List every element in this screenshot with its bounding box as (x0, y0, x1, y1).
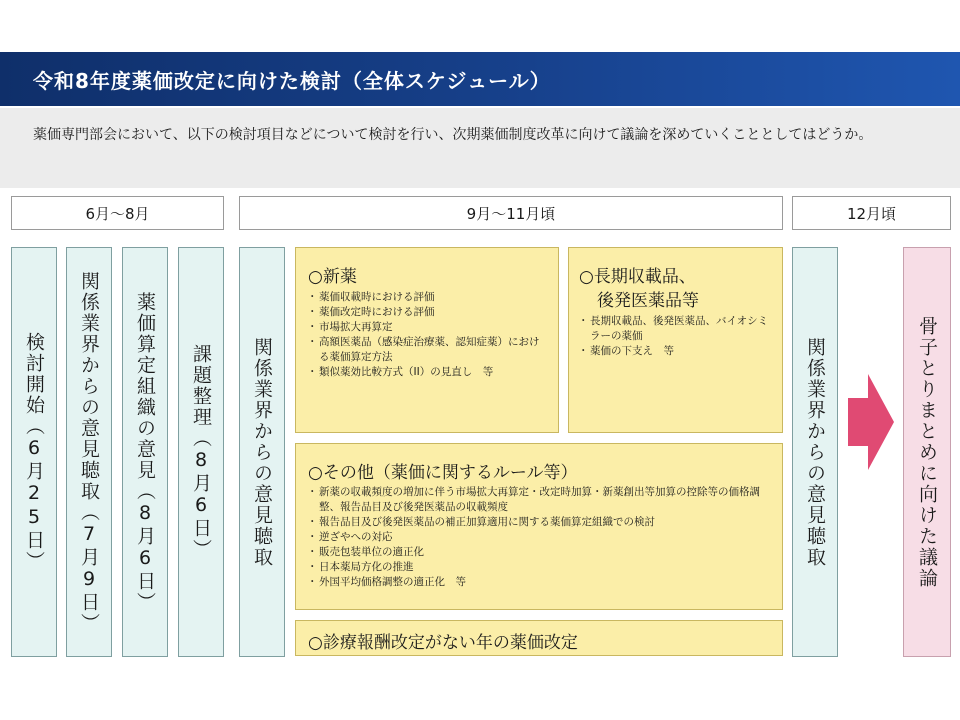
step-issue-summary (178, 247, 224, 657)
topic-others (295, 443, 783, 610)
step-kickoff-label: 検討開始（6月25日） (23, 332, 45, 572)
period-sep-nov: 9月～11月頃 (239, 196, 783, 230)
list-item: ・ 販売包装単位の適正化 (308, 545, 770, 560)
topic-off-year-revision (295, 620, 783, 656)
step-framework-discussion (903, 247, 951, 657)
topic-new-drugs (295, 247, 559, 433)
others-list (308, 485, 770, 590)
new-drugs-list (308, 290, 546, 380)
list-item: ・ 報告品目及び後発医薬品の補正加算適用に関する薬価算定組織での検討 (308, 515, 770, 530)
long-listed-heading-1: ○長期収載品、 (579, 267, 696, 287)
step-framework-discussion-label: 骨子とりまとめに向けた議論 (916, 315, 938, 589)
list-item: ・ 逆ざやへの対応 (308, 530, 770, 545)
long-listed-list (579, 314, 771, 359)
step-industry-hearing-3-label: 関係業界からの意見聴取 (804, 336, 826, 568)
right-arrow-icon (848, 374, 896, 470)
title-bar (0, 52, 960, 106)
step-industry-hearing-1 (66, 247, 112, 657)
long-listed-heading-2: 後発医薬品等 (597, 291, 699, 311)
step-issue-summary-label: 課題整理（8月6日） (190, 344, 212, 560)
period-jun-aug: 6月～8月 (11, 196, 224, 230)
step-industry-hearing-3 (792, 247, 838, 657)
others-heading: ○その他（薬価に関するルール等） (308, 463, 578, 483)
step-pricing-org-opinion (122, 247, 168, 657)
off-year-heading: ○診療報酬改定がない年の薬価改定 (308, 633, 578, 653)
step-industry-hearing-2 (239, 247, 285, 657)
topic-long-listed (568, 247, 783, 433)
intro-text: 薬価専門部会において、以下の検討項目などについて検討を行い、次期薬価制度改革に向けて議論を深めていくこととしてはどうか。 (33, 127, 873, 143)
period-dec: 12月頃 (792, 196, 951, 230)
list-item: ・ 薬価収載時における評価 (308, 290, 546, 305)
step-industry-hearing-1-label: 関係業界からの意見聴取（7月9日） (78, 270, 100, 634)
step-pricing-org-opinion-label: 薬価算定組織の意見（8月6日） (134, 291, 156, 613)
list-item: ・ 長期収載品、後発医薬品、バイオシミラーの薬価 (579, 314, 771, 344)
list-item: ・ 市場拡大再算定 (308, 320, 546, 335)
list-item: ・ 外国平均価格調整の適正化 等 (308, 575, 770, 590)
intro-panel (0, 108, 960, 188)
step-kickoff (11, 247, 57, 657)
list-item: ・ 薬価の下支え 等 (579, 344, 771, 359)
new-drugs-heading: ○新薬 (308, 267, 357, 287)
page-title: 令和8年度薬価改定に向けた検討（全体スケジュール） (33, 69, 551, 93)
list-item: ・ 日本薬局方化の推進 (308, 560, 770, 575)
list-item: ・ 新薬の収載頻度の増加に伴う市場拡大再算定・改定時加算・新薬創出等加算の控除等の価格調整、報告品目及び後発医薬品の収載頻度 (308, 485, 770, 515)
step-industry-hearing-2-label: 関係業界からの意見聴取 (251, 336, 273, 568)
list-item: ・ 薬価改定時における評価 (308, 305, 546, 320)
list-item: ・ 高額医薬品（感染症治療薬、認知症薬）における薬価算定方法 (308, 335, 546, 365)
list-item: ・ 類似薬効比較方式（II）の見直し 等 (308, 365, 546, 380)
